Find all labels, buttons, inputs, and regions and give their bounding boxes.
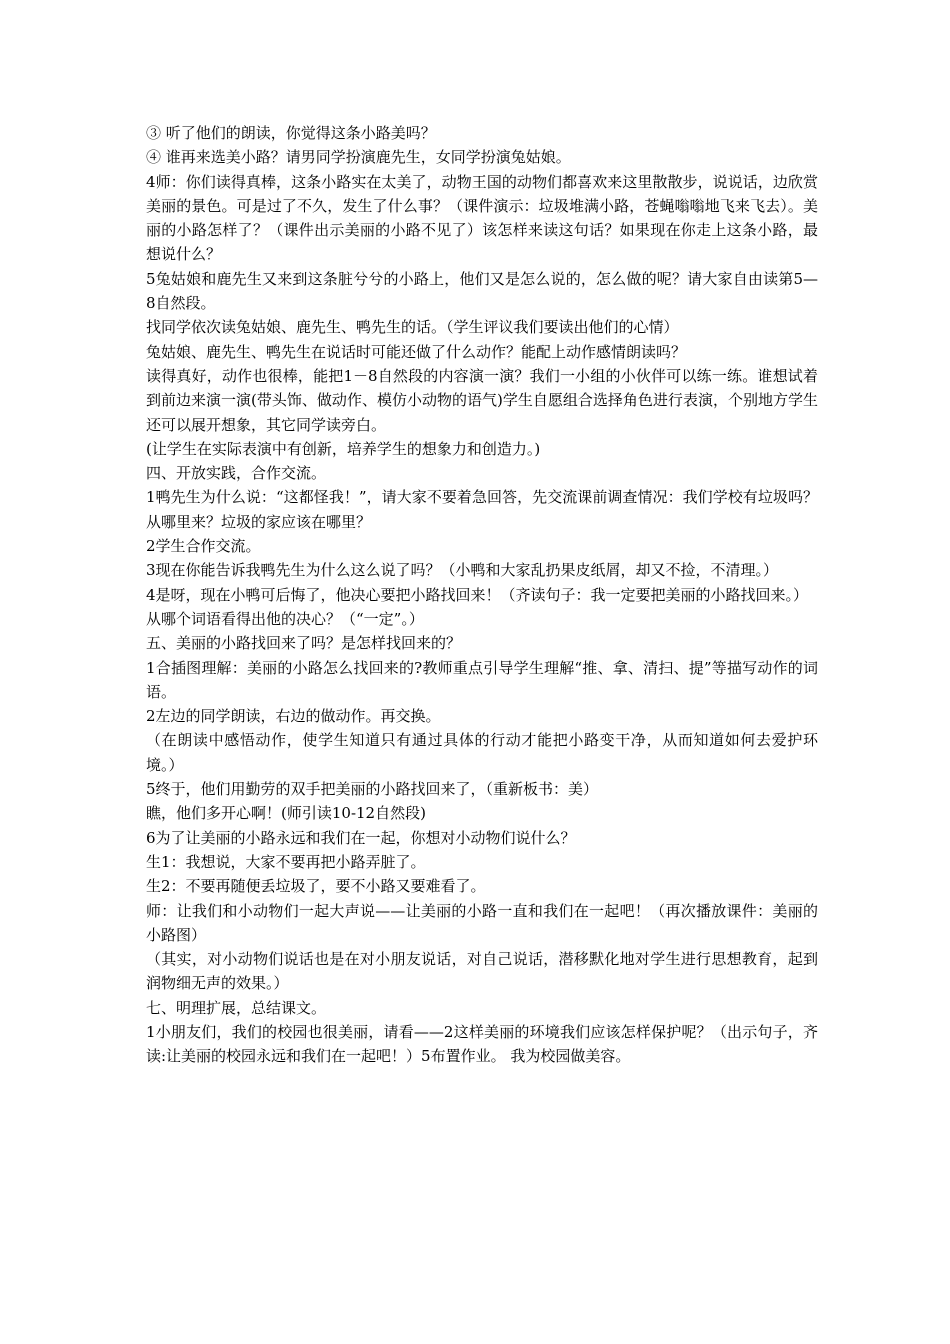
paragraph: 找同学依次读兔姑娘、鹿先生、鸭先生的话。（学生评议我们要读出他们的心情） <box>146 318 679 337</box>
paragraph: 2学生合作交流。 <box>146 537 261 556</box>
paragraph: 生1：我想说，大家不要再把小路弄脏了。 <box>146 852 426 871</box>
paragraph: 师：让我们和小动物们一起大声说——让美丽的小路一直和我们在一起吧！（再次播放课件：美丽的小路图） <box>146 901 818 944</box>
document-body <box>146 121 818 1069</box>
paragraph: 6为了让美丽的小路永远和我们在一起，你想对小动物们说什么？ <box>146 828 576 847</box>
paragraph: 5终于，他们用勤劳的双手把美丽的小路找回来了，（重新板书：美） <box>146 780 599 799</box>
section-heading: 四、开放实践，合作交流。 <box>146 464 327 483</box>
paragraph: （在朗读中感悟动作，使学生知道只有通过具体的行动才能把小路变干净，从而知道如何去爱护环境。） <box>146 731 818 774</box>
paragraph: 4师：你们读得真棒，这条小路实在太美了，动物王国的动物们都喜欢来这里散散步，说说话，边欣赏美丽的景色。可是过了不久，发生了什么事？（课件演示：垃圾堆满小路，苍蝇嗡嗡地飞来飞去）。美丽的小路怎样了？（课件出示美丽的小路不见了）该怎样来读这句话？如果现在你走上这条小路，最想说什么？ <box>146 172 818 264</box>
paragraph: （其实，对小动物们说话也是在对小朋友说话，对自己说话，潜移默化地对学生进行思想教育，起到润物细无声的效果。） <box>146 950 818 993</box>
paragraph: (让学生在实际表演中有创新，培养学生的想象力和创造力。) <box>146 439 541 458</box>
paragraph: 1鸭先生为什么说：“这都怪我！”，请大家不要着急回答，先交流课前调查情况：我们学校有垃圾吗？从哪里来？垃圾的家应该在哪里？ <box>146 488 818 531</box>
paragraph: 2左边的同学朗读，右边的做动作。再交换。 <box>146 707 441 726</box>
paragraph: 瞧，他们多开心啊！(师引读10-12自然段) <box>146 804 426 823</box>
paragraph: 生2：不要再随便丢垃圾了，要不小路又要难看了。 <box>146 877 486 896</box>
paragraph: 5兔姑娘和鹿先生又来到这条脏兮兮的小路上，他们又是怎么说的，怎么做的呢？请大家自由读第5—8自然段。 <box>146 269 818 313</box>
paragraph: 3现在你能告诉我鸭先生为什么这么说了吗？（小鸭和大家乱扔果皮纸屑，却又不捡，不清理。） <box>146 561 779 580</box>
paragraph: 从哪个词语看得出他的决心？（“一定”。） <box>146 609 424 628</box>
paragraph: 读得真好，动作也很棒，能把1－8自然段的内容演一演？我们一小组的小伙伴可以练一练。谁想试着到前边来演一演(带头饰、做动作、模仿小动物的语气)学生自愿组合选择角色进行表演，个别地方学生还可以展开想象，其它同学读旁白。 <box>146 366 818 434</box>
paragraph: ③ 听了他们的朗读，你觉得这条小路美吗？ <box>146 124 436 142</box>
paragraph: 4是呀，现在小鸭可后悔了，他决心要把小路找回来！（齐读句子：我一定要把美丽的小路找回来。） <box>146 585 809 604</box>
paragraph: ④ 谁再来选美小路？请男同学扮演鹿先生，女同学扮演兔姑娘。 <box>146 148 571 167</box>
paragraph: 兔姑娘、鹿先生、鸭先生在说话时可能还做了什么动作？能配上动作感情朗读吗？ <box>146 342 687 361</box>
paragraph: 1小朋友们，我们的校园也很美丽，请看——2这样美丽的环境我们应该怎样保护呢？（出示句子，齐读:让美丽的校园永远和我们在一起吧！）5布置作业。 我为校园做美容。 <box>146 1022 818 1066</box>
section-heading: 五、美丽的小路找回来了吗？是怎样找回来的？ <box>146 634 462 653</box>
section-heading: 七、明理扩展，总结课文。 <box>146 998 327 1017</box>
paragraph: 1合插图理解：美丽的小路怎么找回来的?教师重点引导学生理解“推、拿、清扫、提”等描写动作的词语。 <box>146 658 818 701</box>
